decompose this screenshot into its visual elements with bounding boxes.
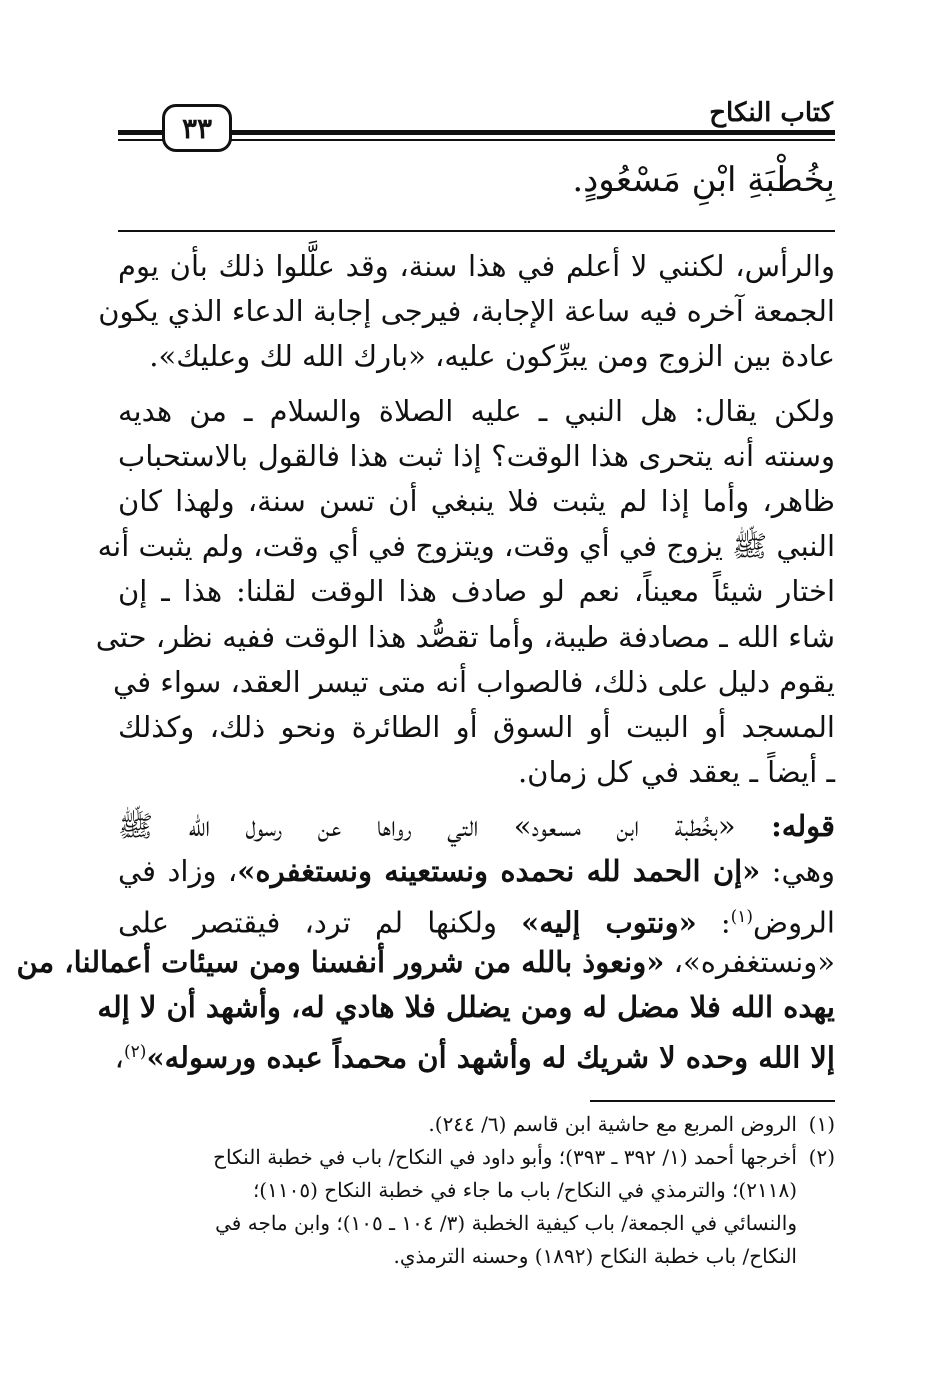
footnote-line: (٢١١٨)؛ والترمذي في النكاح/ باب ما جاء في خطبة النكاح (١١٠٥)؛ (252, 1178, 797, 1202)
page-number: ٣٣ (162, 104, 232, 152)
bold-term: قوله: (771, 809, 835, 844)
footnote-text (118, 1141, 797, 1273)
body-line (118, 804, 835, 849)
text-run: الروض (753, 905, 835, 940)
footnote-text (118, 1108, 797, 1141)
text-run: ولكنها لم ترد، فيقتصر على (118, 905, 522, 940)
text-run: ، (114, 1040, 125, 1075)
footnote (118, 1141, 835, 1273)
body-line: اختار شيئاً معيناً، نعم لو صادف هذا الوقت لقلنا: هذا ـ إن (118, 574, 835, 609)
text-run: : (696, 905, 731, 940)
bold-quote: يهده الله فلا مضل له ومن يضلل فلا هادي له، وأشهد أن لا إله (97, 990, 835, 1024)
text-run: «بخُطبة ابن مسعود» التي رواها عن رسول الله ﷺ (118, 809, 772, 844)
footnote-line: أخرجها أحمد (١/ ٣٩٢ ـ ٣٩٣)؛ وأبو داود في النكاح/ باب في خطبة النكاح (213, 1145, 797, 1169)
text-run: وهي: (760, 854, 835, 889)
body-text (16, 244, 835, 1075)
body-line: النبي ﷺ يزوج في أي وقت، ويتزوج في أي وقت، ولم يثبت أنه (97, 529, 835, 564)
body-line: يقوم دليل على ذلك، فالصواب أنه متى تيسر العقد، سواء في (113, 664, 835, 699)
body-line: ولكن يقال: هل النبي ـ عليه الصلاة والسلام ـ من هديه (118, 393, 835, 428)
body-line: المسجد أو البيت أو السوق أو الطائرة ونحو ذلك، وكذلك (118, 709, 835, 744)
body-line: وسنته أنه يتحرى هذا الوقت؟ إذا ثبت هذا فالقول بالاستحباب (118, 438, 835, 473)
body-line: ظاهر، وأما إذا لم يثبت فلا ينبغي أن تسن سنة، ولهذا كان (118, 483, 835, 518)
body-line (16, 940, 835, 985)
footnote-divider (590, 1100, 835, 1102)
top-quote: بِخُطْبَةِ ابْنِ مَسْعُودٍ. (572, 160, 835, 200)
footnotes (118, 1108, 835, 1273)
text-run: ، وزاد في (118, 854, 238, 889)
footnote-number: (٢) (808, 1145, 835, 1169)
footnote-number: (١) (808, 1112, 835, 1136)
body-line (97, 985, 835, 1030)
bold-quote: «ونتوب إليه» (521, 905, 697, 940)
top-divider (118, 230, 835, 232)
footnote-ref[interactable]: (١) (730, 906, 754, 927)
bold-quote: إلا الله وحده لا شريك له وأشهد أن محمداً عبده ورسوله» (146, 1040, 835, 1075)
footnote (118, 1108, 835, 1141)
bold-quote: «ونعوذ بالله من شرور أنفسنا ومن سيئات أعمالنا، من (16, 944, 665, 979)
body-line (118, 849, 835, 894)
body-line: ـ أيضاً ـ يعقد في كل زمان. (517, 755, 835, 790)
body-line: عادة بين الزوج ومن يبرِّكون عليه، «بارك الله لك وعليك». (149, 339, 835, 374)
running-title: كتاب النكاح (709, 98, 833, 128)
body-line: الجمعة آخره فيه ساعة الإجابة، فيرجى إجابة الدعاء الذي يكون (98, 294, 835, 329)
footnote-line: النكاح/ باب خطبة النكاح (١٨٩٢) وحسنه الترمذي. (393, 1244, 797, 1268)
body-line (114, 1030, 835, 1075)
footnote-line: والنسائي في الجمعة/ باب كيفية الخطبة (٣/ ١٠٤ ـ ١٠٥)؛ وابن ماجه في (215, 1211, 797, 1235)
body-line (118, 895, 835, 940)
footnote-line: الروض المربع مع حاشية ابن قاسم (٦/ ٢٤٤). (428, 1112, 797, 1136)
footnote-ref[interactable]: (٢) (124, 1042, 147, 1063)
body-line: والرأس، لكنني لا أعلم في هذا سنة، وقد علَّلوا ذلك بأن يوم (118, 249, 835, 283)
text-run: «ونستغفره»، (664, 944, 835, 979)
bold-quote: «إن الحمد لله نحمده ونستعينه ونستغفره» (237, 854, 761, 889)
body-line: شاء الله ـ مصادفة طيبة، وأما تقصُّد هذا الوقت ففيه نظر، حتى (95, 619, 835, 654)
